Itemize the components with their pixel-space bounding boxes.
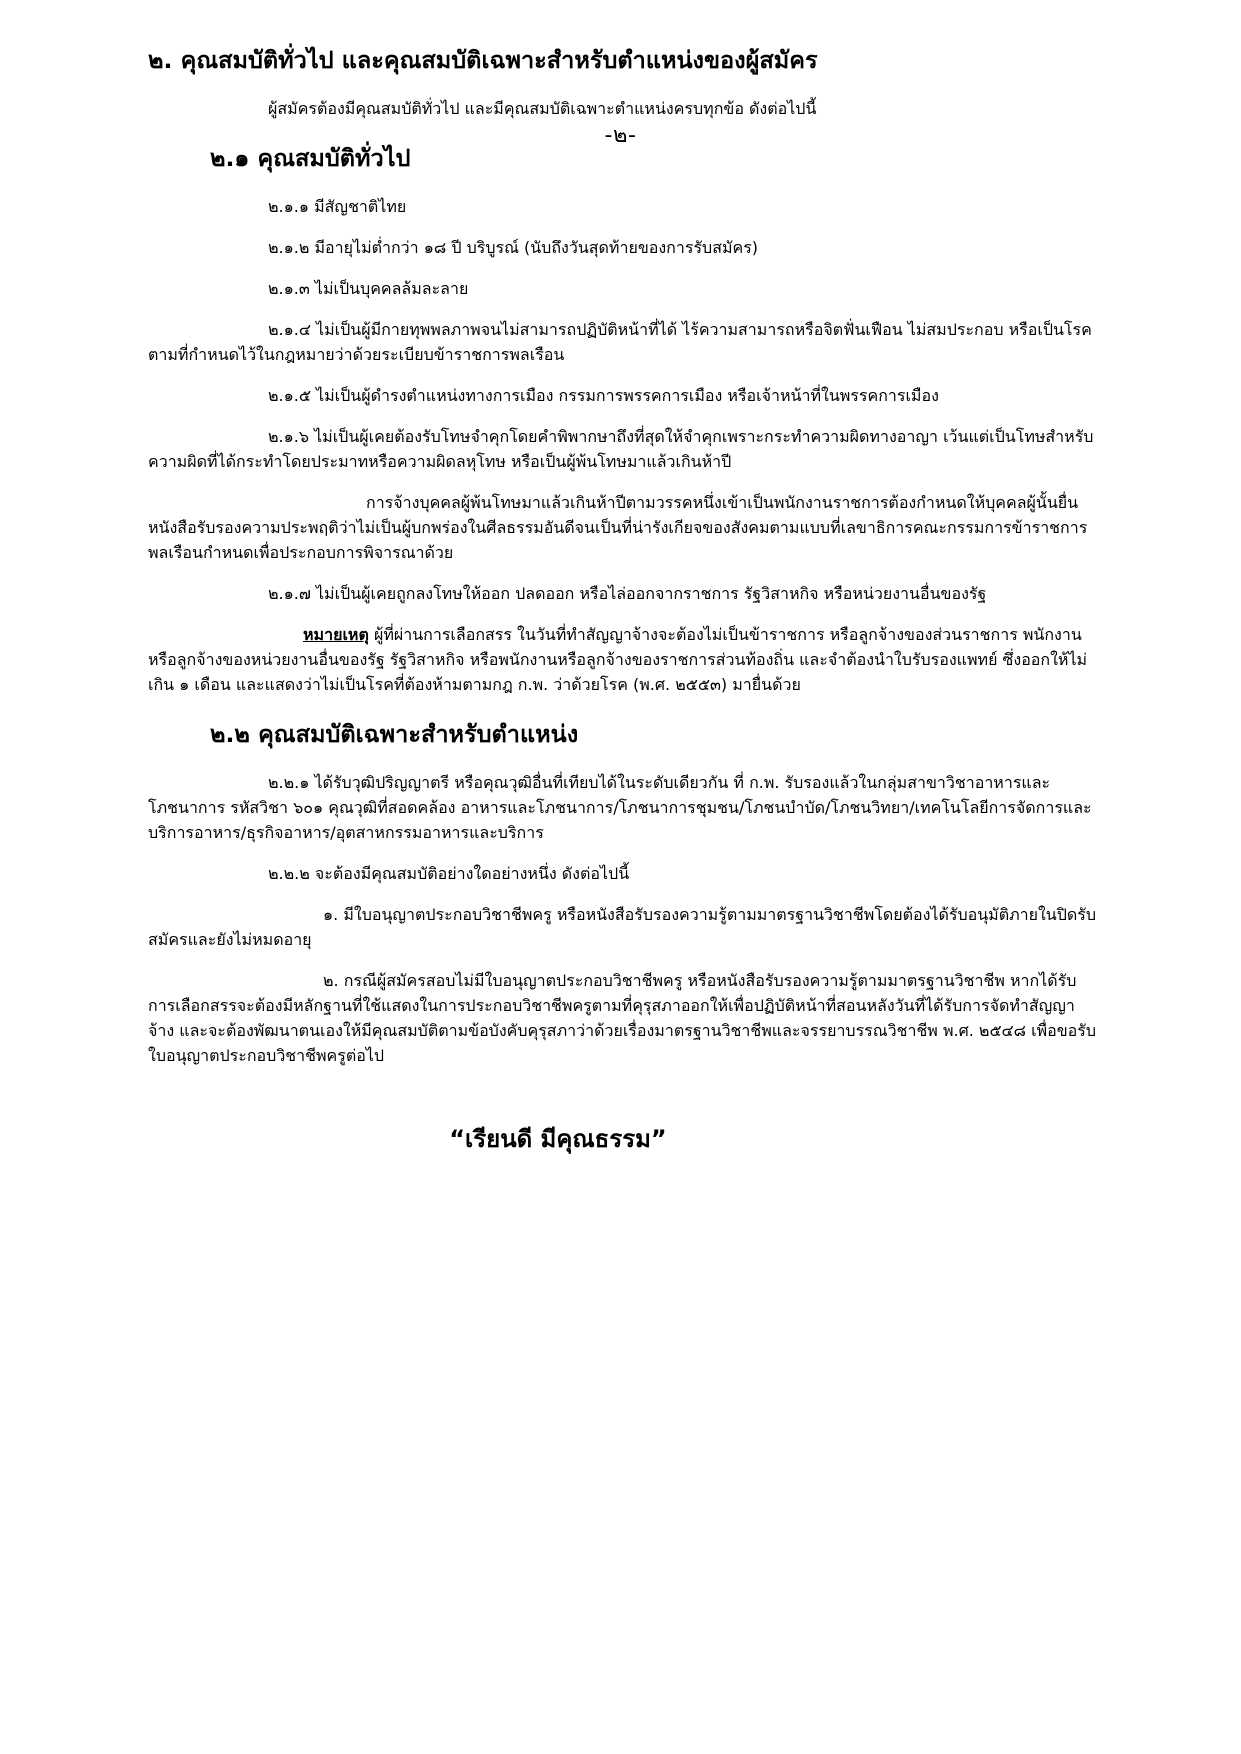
paragraph-hiring-pardoned: การจ้างบุคคลผู้พ้นโทษมาแล้วเกินห้าปีตามวรรคหนึ่งเข้าเป็นพนักงานราชการต้องกำหนดให้บุคคลผู้นั้นยื่นหนังสือรับรองความประพฤติว่าไม่เป็นผู้บกพร่องในศีลธรรมอันดีจนเป็นที่น่ารังเกียจของสังคมตามแบบที่เลขาธิการคณะกรรมการข้าราชการพลเรือนกำหนดเพื่อประกอบการพิจารณาด้วย (148, 493, 1088, 562)
section-2-heading: ๒. คุณสมบัติทั่วไป และคุณสมบัติเฉพาะสำหรับตำแหน่งของผู้สมัคร (148, 46, 818, 74)
footer-motto: “เรียนดี มีคุณธรรม” (449, 1125, 667, 1153)
item-2-2-1: ๒.๒.๑ ได้รับวุฒิปริญญาตรี หรือคุณวุฒิอื่นที่เทียบได้ในระดับเดียวกัน ที่ ก.พ. รับรองแล้วในกลุ่มสาขาวิชาอาหารและโภชนาการ รหัสวิชา ๖๐๑ คุณวุฒิที่สอดคล้อง อาหารและโภชนาการ/โภชนาการชุมชน/โภชนบำบัด/โภชนวิทยา/เทคโนโลยีการจัดการและบริการอาหาร/ธุรกิจอาหาร/อุตสาหกรรมอาหารและบริการ (148, 773, 1092, 842)
section-2-1-heading: ๒.๑ คุณสมบัติทั่วไป (210, 144, 411, 172)
item-2-1-7: ๒.๑.๗ ไม่เป็นผู้เคยถูกลงโทษให้ออก ปลดออก หรือไล่ออกจากราชการ รัฐวิสาหกิจ หรือหน่วยงานอื่นของรัฐ (268, 584, 987, 603)
note-text: ผู้ที่ผ่านการเลือกสรร ในวันที่ทำสัญญาจ้างจะต้องไม่เป็นข้าราชการ หรือลูกจ้างของส่วนราชการ พนักงาน หรือลูกจ้างของหน่วยงานอื่นของรัฐ รัฐวิสาหกิจ หรือพนักงานหรือลูกจ้างของราชการส่วนท้องถิ่น และจำต้องนำใบรับรองแพทย์ ซึ่งออกให้ไม่เกิน ๑ เดือน และแสดงว่าไม่เป็นโรคที่ต้องห้ามตามกฎ ก.พ. ว่าด้วยโรค (พ.ศ. ๒๕๕๓) มายื่นด้วย (148, 625, 1088, 694)
item-2-1-4: ๒.๑.๔ ไม่เป็นผู้มีกายทุพพลภาพจนไม่สามารถปฏิบัติหน้าที่ได้ ไร้ความสามารถหรือจิตฟั่นเฟือน ไม่สมประกอบ หรือเป็นโรคตามที่กำหนดไว้ในกฎหมายว่าด้วยระเบียบข้าราชการพลเรือน (148, 320, 1092, 364)
item-2-1-2: ๒.๑.๒ มีอายุไม่ต่ำกว่า ๑๘ ปี บริบูรณ์ (นับถึงวันสุดท้ายของการรับสมัคร) (268, 238, 759, 257)
section-2-intro: ผู้สมัครต้องมีคุณสมบัติทั่วไป และมีคุณสมบัติเฉพาะตำแหน่งครบทุกข้อ ดังต่อไปนี้ (268, 99, 817, 118)
item-2-1-6: ๒.๑.๖ ไม่เป็นผู้เคยต้องรับโทษจำคุกโดยคำพิพากษาถึงที่สุดให้จำคุกเพราะกระทำความผิดทางอาญา เว้นแต่เป็นโทษสำหรับความผิดที่ได้กระทำโดยประมาทหรือความผิดลหุโทษ หรือเป็นผู้พ้นโทษมาแล้วเกินห้าปี (148, 427, 1094, 471)
spacer (148, 0, 1098, 40)
section-2-2-heading: ๒.๒ คุณสมบัติเฉพาะสำหรับตำแหน่ง (210, 720, 579, 748)
item-2-1-5: ๒.๑.๕ ไม่เป็นผู้ดำรงตำแหน่งทางการเมือง กรรมการพรรคการเมือง หรือเจ้าหน้าที่ในพรรคการเมือง (268, 386, 939, 405)
item-2-1-3: ๒.๑.๓ ไม่เป็นบุคคลล้มละลาย (268, 279, 469, 298)
note-paragraph (148, 623, 1098, 698)
document-body (148, 0, 1098, 1160)
page-number: -๒- (604, 123, 637, 148)
sub-item-2: ๒. กรณีผู้สมัครสอบไม่มีใบอนุญาตประกอบวิชาชีพครู หรือหนังสือรับรองความรู้ตามมาตรฐานวิชาชีพ หากได้รับการเลือกสรรจะต้องมีหลักฐานที่ใช้แสดงในการประกอบวิชาชีพครูตามที่คุรุสภาออกให้เพื่อปฏิบัติหน้าที่สอนหลังวันที่ได้รับการจัดทำสัญญาจ้าง และจะต้องพัฒนาตนเองให้มีคุณสมบัติตามข้อบังคับคุรุสภาว่าด้วยเรื่องมาตรฐานวิชาชีพและจรรยาบรรณวิชาชีพ พ.ศ. ๒๕๔๘ เพื่อขอรับใบอนุญาตประกอบวิชาชีพครูต่อไป (148, 971, 1097, 1065)
item-2-2-2: ๒.๒.๒ จะต้องมีคุณสมบัติอย่างใดอย่างหนึ่ง ดังต่อไปนี้ (268, 864, 630, 883)
item-2-1-1: ๒.๑.๑ มีสัญชาติไทย (268, 197, 407, 216)
note-label: หมายเหตุ (303, 625, 369, 644)
sub-item-1: ๑. มีใบอนุญาตประกอบวิชาชีพครู หรือหนังสือรับรองความรู้ตามมาตรฐานวิชาชีพโดยต้องได้รับอนุมัติภายในปิดรับสมัครและยังไม่หมดอายุ (148, 905, 1097, 949)
